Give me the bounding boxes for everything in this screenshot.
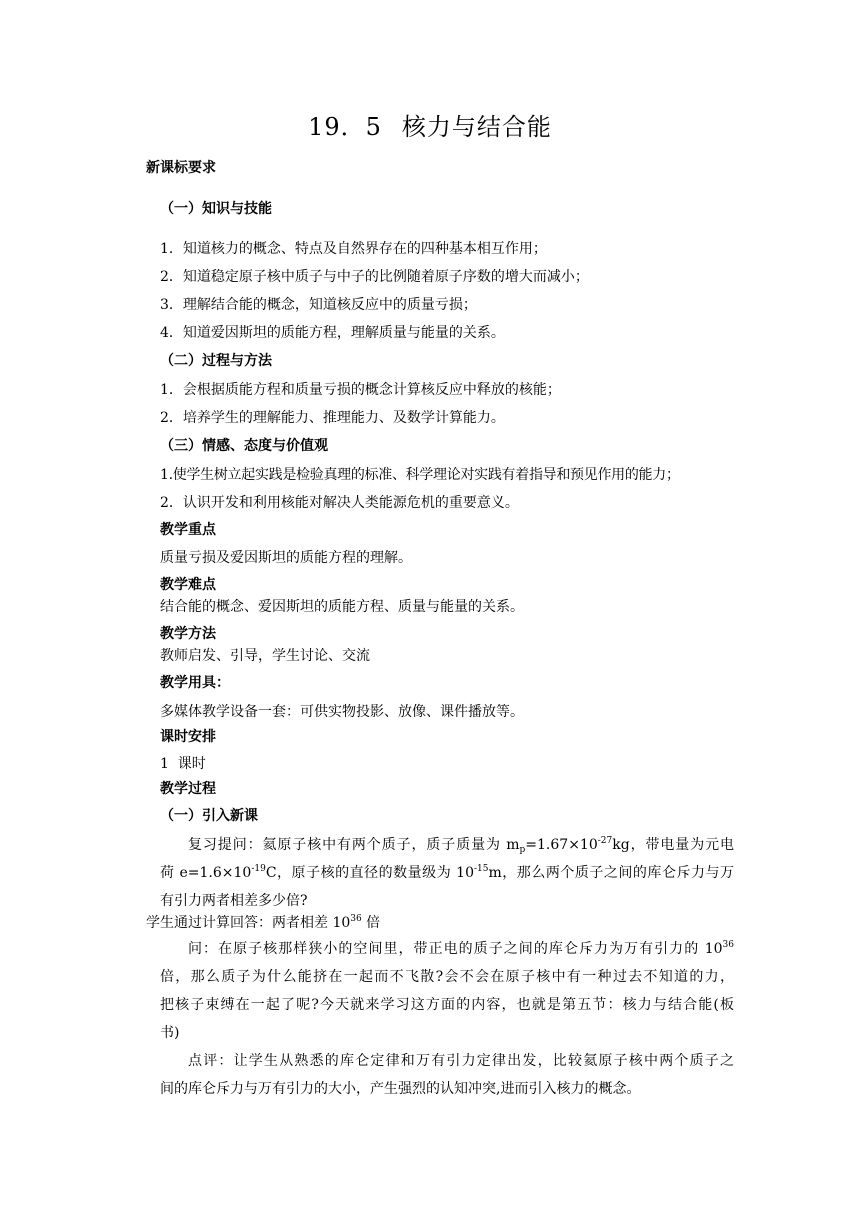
intro-heading: （一）引入新课 [160,808,258,824]
methods-heading: 教学方法 [160,626,216,642]
intro-paragraph-line-1: 复习提问：氦原子核中有两个质子，质子质量为 $m_p=1.67\times 10^{-27}kg$，带电量为元电 [188,836,734,855]
comment-line-1: 点评：让学生从熟悉的库仑定律和万有引力定律出发，比较氦原子核中两个质子之 [188,1053,734,1069]
section-number: 19．5 [308,113,382,141]
process-methods-heading: （二）过程与方法 [160,353,272,369]
knowledge-item-2: 2．知道稳定原子核中质子与中子的比例随着原子序数的增大而减小； [160,269,589,285]
methods-text: 教师启发、引导，学生讨论、交流 [160,648,370,664]
process-item-1: 1．会根据质能方程和质量亏损的概念计算核反应中释放的核能； [160,382,561,398]
values-item-1: 1.使学生树立起实践是检验真理的标准、科学理论对实践有着指导和预见作用的能力； [160,467,680,483]
question-line-3: 把核子束缚在一起了呢?今天就来学习这方面的内容，也就是第五节：核力与结合能(板 [160,997,734,1013]
section-title: 核力与结合能 [401,113,552,141]
knowledge-item-3: 3．理解结合能的概念，知道核反应中的质量亏损； [160,297,477,313]
values-item-2: 2．认识开发和利用核能对解决人类能源危机的重要意义。 [160,495,519,511]
key-points-text: 质量亏损及爱因斯坦的质能方程的理解。 [160,550,412,566]
question-line-1: 问：在原子核那样狭小的空间里，带正电的质子之间的库仑斥力为万有引力的 $10^{36}$ [188,940,734,957]
knowledge-heading: （一）知识与技能 [160,201,272,217]
key-points-heading: 教学重点 [160,522,216,538]
requirements-heading: 新课标要求 [146,160,216,176]
schedule-text: 1 课时 [160,756,206,772]
page-title [0,112,860,142]
tools-text: 多媒体教学设备一套：可供实物投影、放像、课件播放等。 [160,704,524,720]
difficulties-text: 结合能的概念、爱因斯坦的质能方程、质量与能量的关系。 [160,599,524,615]
question-line-4: 书) [160,1025,180,1041]
teaching-process-heading: 教学过程 [160,781,216,797]
tools-heading: 教学用具： [160,675,230,691]
student-answer: 学生通过计算回答：两者相差 $10^{36}$ 倍 [146,914,381,931]
schedule-heading: 课时安排 [160,729,216,745]
knowledge-item-1: 1．知道核力的概念、特点及自然界存在的四种基本相互作用； [160,241,547,257]
question-line-2: 倍，那么质子为什么能挤在一起而不飞散?会不会在原子核中有一种过去不知道的力， [160,969,734,985]
knowledge-item-4: 4．知道爱因斯坦的质能方程，理解质量与能量的关系。 [160,325,505,341]
difficulties-heading: 教学难点 [160,577,216,593]
values-heading: （三）情感、态度与价值观 [160,438,328,454]
comment-line-2: 间的库仑斥力与万有引力的大小，产生强烈的认知冲突,进而引入核力的概念。 [160,1081,641,1097]
intro-paragraph-line-2: 荷 $e=1.6\times 10^{-19}C$，原子核的直径的数量级为 $10^{-15}m$，那么两个质子之间的库仑斥力与万 [160,864,735,881]
process-item-2: 2．培养学生的理解能力、推理能力、及数学计算能力。 [160,410,505,426]
intro-paragraph-line-3: 有引力两者相差多少倍? [160,893,308,909]
